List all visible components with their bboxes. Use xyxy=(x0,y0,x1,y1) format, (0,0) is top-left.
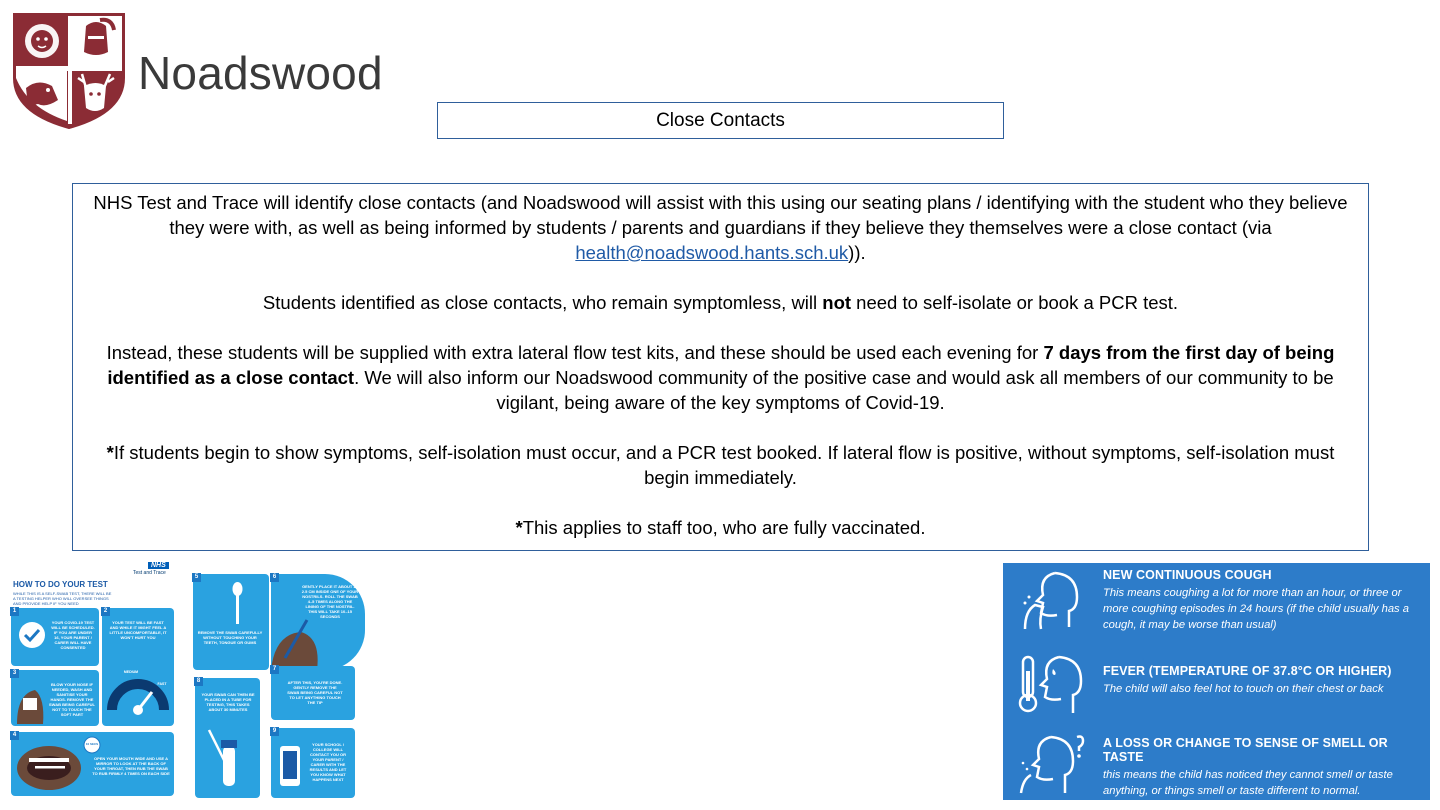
guide-step-7 xyxy=(271,666,355,720)
symptom-fever xyxy=(1103,664,1423,697)
symptom-heading: NEW CONTINUOUS COUGH xyxy=(1103,568,1272,582)
symptom-description: The child will also feel hot to touch on their chest or back xyxy=(1103,683,1384,695)
step-text: YOUR SWAB CAN THEN BE PLACED IN A TUBE FOR TESTING, THIS TAKES ABOUT 30 MINUTES xyxy=(201,692,255,712)
guide-step-1 xyxy=(11,608,99,666)
paragraph-text: If students begin to show symptoms, self-isolation must occur, and a PCR test booked. If lateral flow is positive, without symptoms, self-isolation must begin immediately. xyxy=(113,442,1335,488)
guide-step-9 xyxy=(271,728,355,798)
step-text: YOUR COVID-19 TEST WILL BE SCHEDULED. IF YOU ARE UNDER 16, YOUR PARENT / CARER WILL HAVE CONSENTED xyxy=(51,620,95,650)
step-text: YOUR TEST WILL BE FAST AND WHILE IT MIGHT FEEL A LITTLE UNCOMFORTABLE, IT WON'T HURT YOU xyxy=(109,620,167,640)
paragraph-no-isolation xyxy=(85,290,1356,315)
paragraph-text: Instead, these students will be supplied with extra lateral flow test kits, and these should be used each evening for xyxy=(106,342,1044,363)
step-number: 4 xyxy=(10,731,19,740)
emphasis-text: 7 days from the first day of being identified as a close contact xyxy=(107,342,1335,388)
mouth-swab-icon xyxy=(15,742,85,792)
gauge-label-medium: MEDIUM xyxy=(123,670,139,674)
nose-blow-icon xyxy=(15,684,45,724)
paragraph-text: Students identified as close contacts, who remain symptomless, will xyxy=(262,292,823,313)
guide-step-3 xyxy=(11,670,99,726)
step-text: BLOW YOUR NOSE IF NEEDED, WASH AND SANITISE YOUR HANDS. REMOVE THE SWAB BEING CAREFUL NOT TO TOUCH THE SOFT PART xyxy=(49,682,95,717)
step-text: REMOVE THE SWAB CAREFULLY WITHOUT TOUCHING YOUR TEETH, TONGUE OR GUMS xyxy=(197,630,263,645)
paragraph-text: . We will also inform our Noadswood community of the positive case and would ask all members of our community to be vigilant, being aware of the key symptoms of Covid-19. xyxy=(354,367,1334,413)
close-contacts-info xyxy=(72,183,1369,551)
nhs-subtitle: Test and Trace xyxy=(133,570,166,576)
symptom-heading: FEVER (TEMPERATURE OF 37.8°C OR HIGHER) xyxy=(1103,664,1392,678)
cough-icon xyxy=(1017,567,1087,633)
step-number: 1 xyxy=(10,607,19,616)
nhs-test-guide xyxy=(5,560,370,800)
timer-label: 10 SECS xyxy=(85,742,99,746)
paragraph-text: NHS Test and Trace will identify close contacts (and Noadswood will assist with this using our seating plans / identifying with the student who they believe they were with, as well as being informed by students / parents and guardians if they believe they themselves were a close contact (via xyxy=(93,192,1348,238)
guide-step-8 xyxy=(195,678,260,798)
step-number: 9 xyxy=(270,727,279,736)
checkmark-icon xyxy=(17,620,47,650)
paragraph-text: )). xyxy=(848,242,866,263)
guide-step-4 xyxy=(11,732,174,796)
asterisk: * xyxy=(515,517,523,538)
symptom-description: This means coughing a lot for more than an hour, or three or more coughing episodes in 24 hours (if the child usually has a cough, it may be worse than usual) xyxy=(1103,587,1409,631)
fever-icon xyxy=(1017,651,1087,717)
guide-step-2 xyxy=(102,608,174,726)
covid-symptoms-panel xyxy=(1003,563,1430,800)
step-number: 2 xyxy=(101,607,110,616)
school-crest-icon xyxy=(8,8,130,130)
guide-heading: HOW TO DO YOUR TEST xyxy=(13,580,108,589)
guide-intro: WHILE THIS IS A SELF-SWAB TEST, THERE WILL BE A TESTING HELPER WHO WILL OVERSEE THINGS AND PROVIDE HELP IF YOU NEED xyxy=(13,591,112,606)
paragraph-lateral-flow xyxy=(85,340,1356,415)
paragraph-identification xyxy=(85,190,1356,265)
step-number: 8 xyxy=(194,677,203,686)
test-tube-icon xyxy=(205,726,251,796)
symptom-smell-taste xyxy=(1103,736,1423,799)
paragraph-staff xyxy=(85,515,1356,540)
phone-icon xyxy=(277,744,303,788)
emphasis-text: not xyxy=(822,292,852,313)
paragraph-text: This applies to staff too, who are fully vaccinated. xyxy=(522,517,926,538)
step-number: 3 xyxy=(10,669,19,678)
step-text: AFTER THIS, YOU'RE DONE. GENTLY REMOVE THE SWAB BEING CAREFUL NOT TO LET ANYTHING TOUCH THE TIP xyxy=(287,680,343,705)
guide-step-5 xyxy=(193,574,269,670)
symptom-description: this means the child has noticed they cannot smell or taste anything, or things smell or taste different to normal. xyxy=(1103,769,1393,797)
guide-step-6 xyxy=(271,574,365,670)
symptom-cough xyxy=(1103,568,1423,633)
step-text: OPEN YOUR MOUTH WIDE AND USE A MIRROR TO LOOK AT THE BACK OF YOUR THROAT, THEN RUB THE SWAB TO RUB FIRMLY 4 TIMES ON EACH SIDE xyxy=(92,756,170,776)
step-number: 6 xyxy=(270,573,279,582)
smell-taste-icon xyxy=(1017,729,1087,795)
symptom-heading: A LOSS OR CHANGE TO SENSE OF SMELL OR TASTE xyxy=(1103,736,1388,764)
step-text: YOUR SCHOOL / COLLEGE WILL CONTACT YOU OR YOUR PARENT / CARER WITH THE RESULTS AND LET YOU KNOW WHAT HAPPENS NEXT xyxy=(309,742,347,782)
asterisk: * xyxy=(106,442,114,463)
school-logo xyxy=(8,8,383,130)
nhs-badge: NHS xyxy=(148,562,169,569)
swab-icon xyxy=(223,582,253,626)
school-name: Noadswood xyxy=(138,47,383,99)
step-text: GENTLY PLACE IT ABOUT 2–2.5 CM INSIDE ONE OF YOUR NOSTRILS. ROLL THE SWAB 4–5 TIMES ALONG THE LINING OF THE NOSTRIL. THIS WILL TAKE 10–15 SECONDS xyxy=(301,584,359,619)
paragraph-text: need to self-isolate or book a PCR test. xyxy=(851,292,1179,313)
step-number: 5 xyxy=(192,573,201,582)
step-number: 7 xyxy=(270,665,279,674)
nostril-swab-icon xyxy=(271,614,331,670)
page-title: Close Contacts xyxy=(437,102,1004,139)
health-email-link[interactable]: health@noadswood.hants.sch.uk xyxy=(575,242,849,263)
paragraph-symptoms xyxy=(85,440,1356,490)
gauge-label-fast: FAST xyxy=(157,682,167,686)
